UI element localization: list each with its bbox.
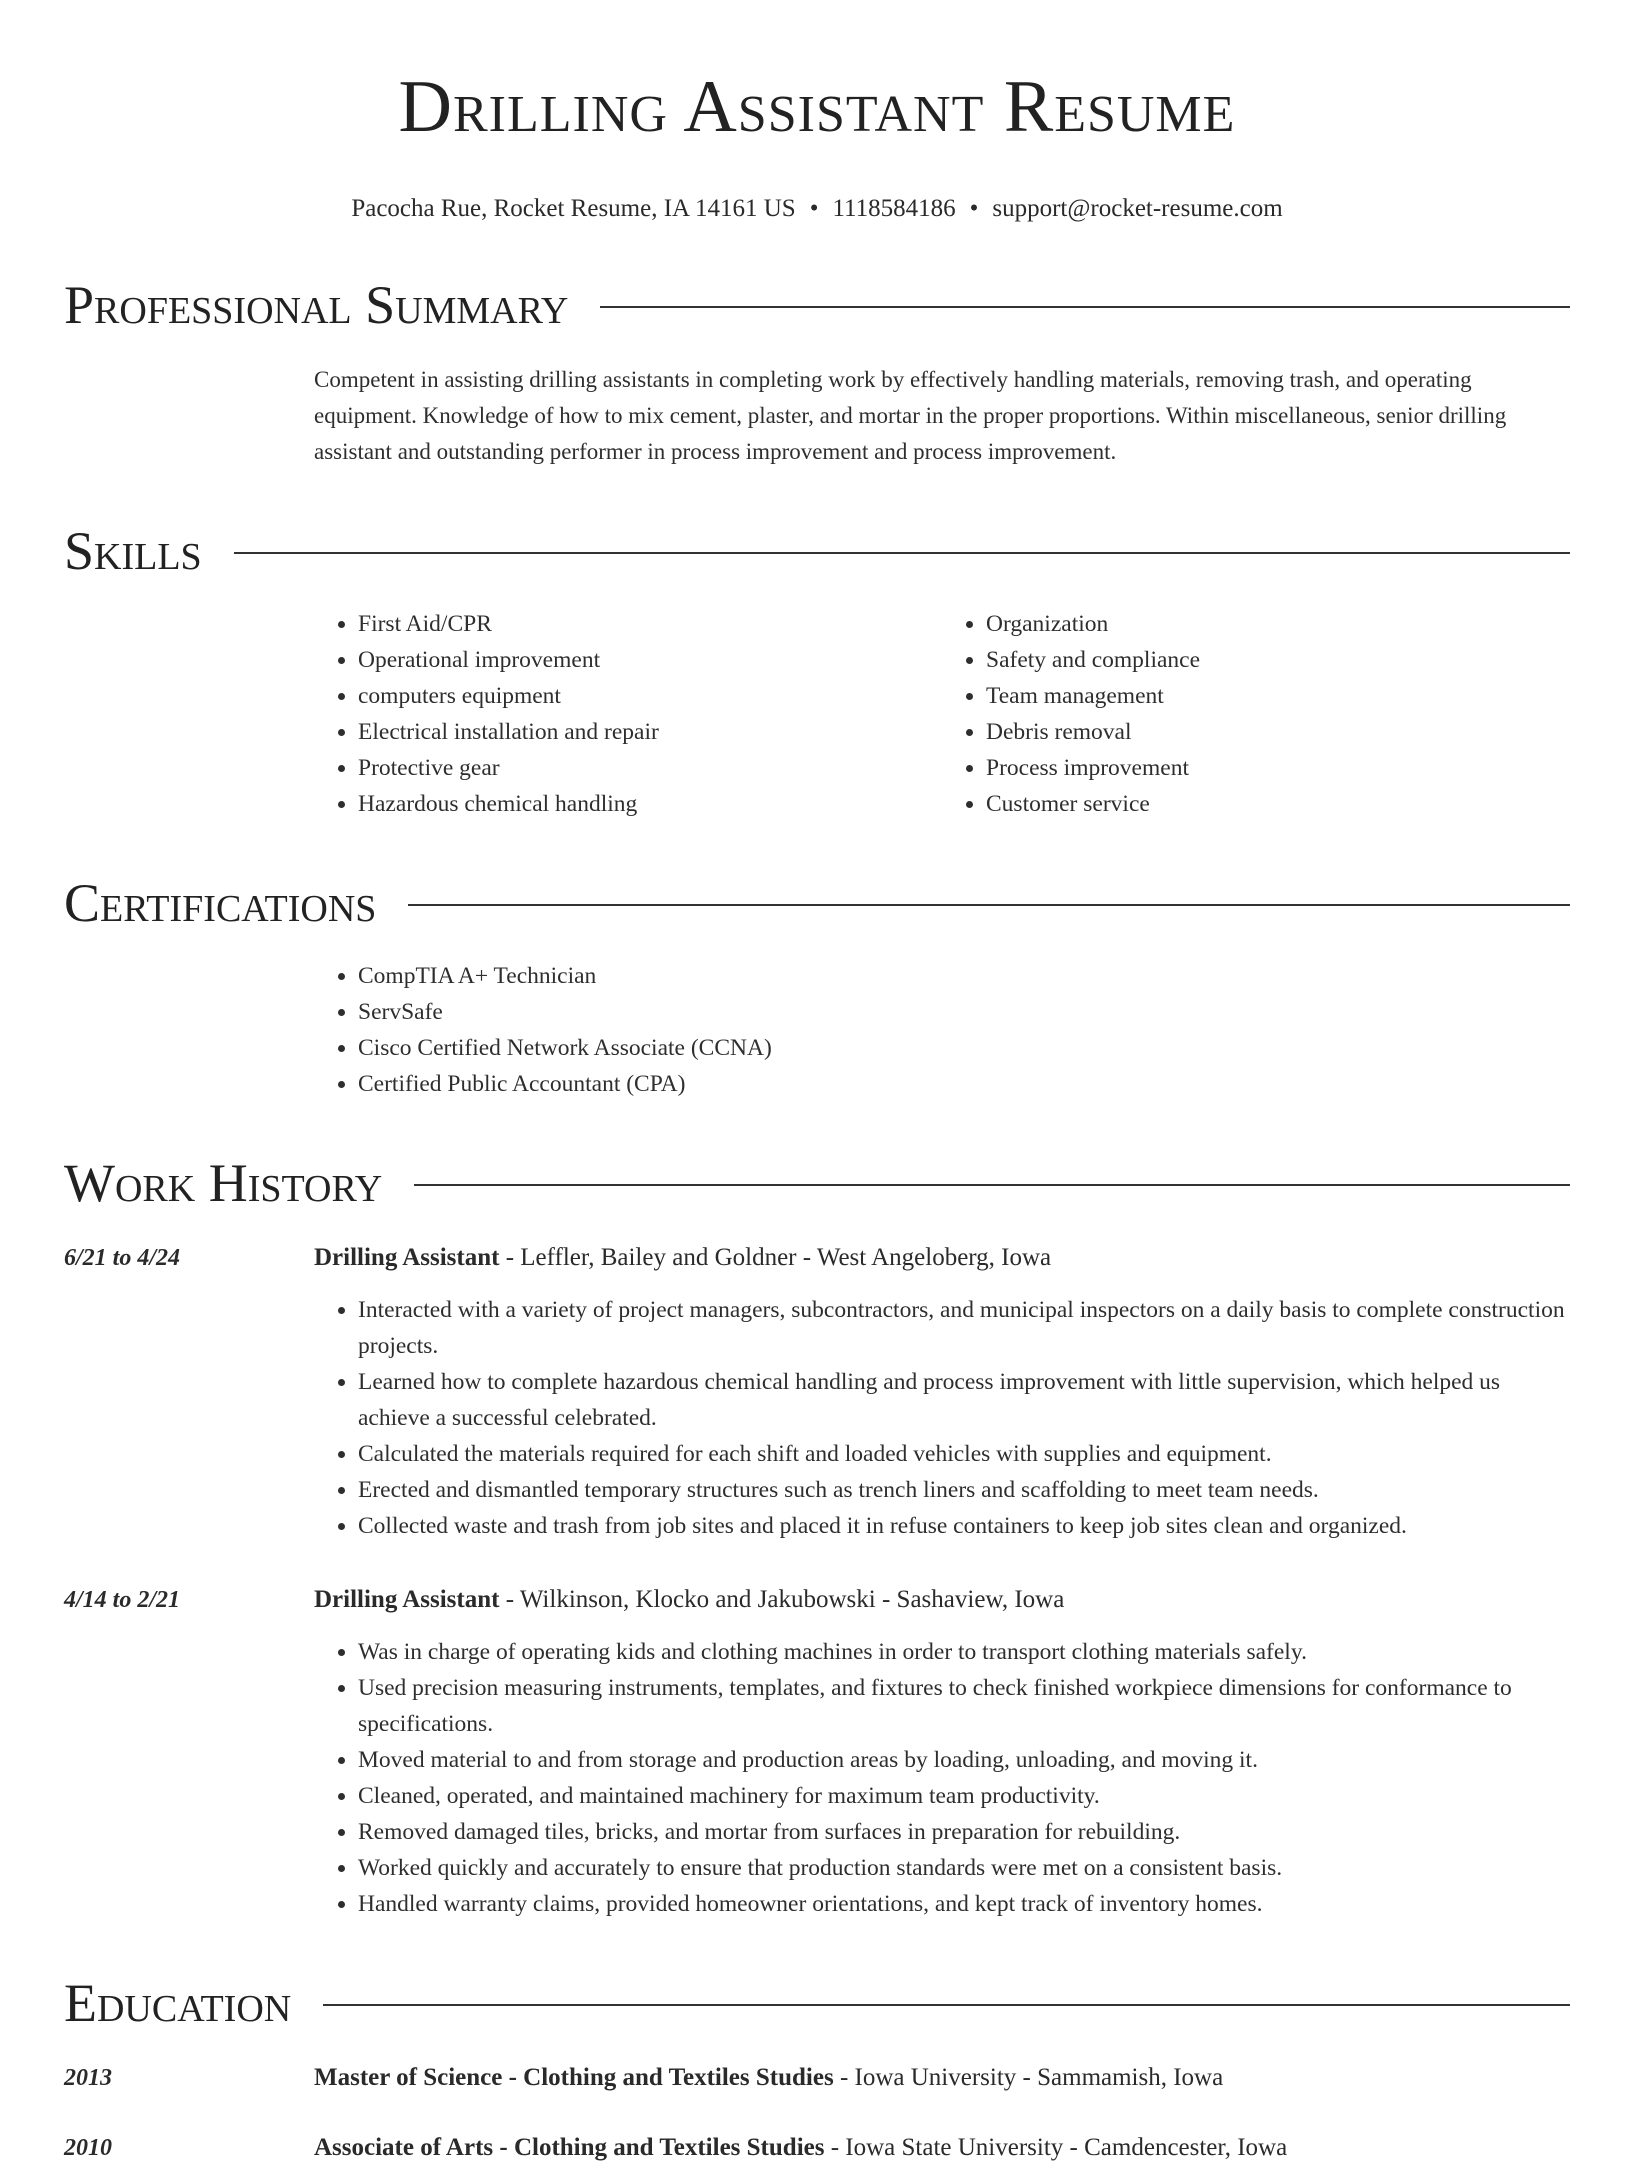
skill-item: • Process improvement: [986, 750, 1570, 786]
contact-phone: 1118584186: [832, 195, 956, 222]
skill-item: • Safety and compliance: [986, 642, 1570, 678]
education-school: - Iowa University - Sammamish, Iowa: [833, 2064, 1224, 2091]
job-bullet: • Learned how to complete hazardous chemical handling and process improvement with little supervision, which helped us achieve a successful celebrated.: [358, 1364, 1570, 1436]
resume-title: Drilling Assistant Resume: [398, 66, 1236, 148]
certifications-bullets: [314, 958, 1570, 1102]
job-dates: 4/14 to 2/21: [64, 1587, 181, 1613]
certifications-heading: Certifications: [64, 873, 377, 933]
work-history-section-header: [64, 1152, 1570, 1214]
summary-section-header: [64, 274, 1570, 336]
skills-list: [314, 606, 1570, 822]
contact-address: Pacocha Rue, Rocket Resume, IA 14161 US: [351, 195, 796, 222]
job-bullets: [314, 1292, 1570, 1544]
skill-item: • Organization: [986, 606, 1570, 642]
section-divider: [414, 1184, 1570, 1186]
job-employer: - Leffler, Bailey and Goldner - West Angeloberg, Iowa: [499, 1244, 1052, 1271]
job-entry: [64, 1240, 1570, 1544]
skills-heading: Skills: [64, 521, 202, 581]
education-year: 2013: [64, 2065, 112, 2091]
job-bullet: • Moved material to and from storage and production areas by loading, unloading, and moving it.: [358, 1742, 1570, 1778]
job-bullet: • Worked quickly and accurately to ensure that production standards were met on a consistent basis.: [358, 1850, 1570, 1886]
job-bullet: • Erected and dismantled temporary structures such as trench liners and scaffolding to meet team needs.: [358, 1472, 1570, 1508]
job-title-line: [314, 1582, 1570, 1618]
job-bullet: • Cleaned, operated, and maintained machinery for maximum team productivity.: [358, 1778, 1570, 1814]
work-history-heading: Work History: [64, 1153, 383, 1213]
summary-heading: Professional Summary: [64, 275, 569, 335]
skill-item: • Operational improvement: [358, 642, 942, 678]
job-bullets: [314, 1634, 1570, 1922]
job-bullet: • Handled warranty claims, provided homeowner orientations, and kept track of inventory homes.: [358, 1886, 1570, 1922]
skills-column-right: [942, 606, 1570, 822]
certification-item: • Certified Public Accountant (CPA): [358, 1066, 1570, 1102]
contact-separator: •: [809, 195, 819, 222]
skill-item: • Protective gear: [358, 750, 942, 786]
job-title: Drilling Assistant: [314, 1586, 500, 1613]
certifications-list: [314, 958, 1570, 1102]
skill-item: • computers equipment: [358, 678, 942, 714]
education-details: [314, 2130, 1287, 2166]
skill-item: • Debris removal: [986, 714, 1570, 750]
job-title: Drilling Assistant: [314, 1244, 500, 1271]
job-details: [314, 1240, 1570, 1544]
job-details: [314, 1582, 1570, 1922]
skill-item: • Customer service: [986, 786, 1570, 822]
skill-item: • Team management: [986, 678, 1570, 714]
skill-item: • First Aid/CPR: [358, 606, 942, 642]
education-section-header: [64, 1972, 1570, 2034]
skill-item: • Hazardous chemical handling: [358, 786, 942, 822]
education-school: - Iowa State University - Camdencester, Iowa: [824, 2134, 1288, 2161]
section-divider: [408, 904, 1570, 906]
contact-line: [64, 194, 1570, 224]
section-divider: [323, 2004, 1570, 2006]
job-bullet: • Interacted with a variety of project managers, subcontractors, and municipal inspectors on a daily basis to complete construction projects.: [358, 1292, 1570, 1364]
contact-email: support@rocket-resume.com: [992, 195, 1283, 222]
contact-separator: •: [969, 195, 979, 222]
section-divider: [600, 306, 1570, 308]
certification-item: • Cisco Certified Network Associate (CCNA): [358, 1030, 1570, 1066]
job-bullet: • Removed damaged tiles, bricks, and mortar from surfaces in preparation for rebuilding.: [358, 1814, 1570, 1850]
job-bullet: • Was in charge of operating kids and clothing machines in order to transport clothing materials safely.: [358, 1634, 1570, 1670]
job-title-line: [314, 1240, 1570, 1276]
job-employer: - Wilkinson, Klocko and Jakubowski - Sashaview, Iowa: [499, 1586, 1065, 1613]
skills-column-left: [314, 606, 942, 822]
certification-item: • CompTIA A+ Technician: [358, 958, 1570, 994]
education-entry: [64, 2060, 1570, 2096]
education-entry: [64, 2130, 1570, 2166]
job-dates: 6/21 to 4/24: [64, 1245, 181, 1271]
section-divider: [234, 552, 1570, 554]
certification-item: • ServSafe: [358, 994, 1570, 1030]
certifications-section-header: [64, 872, 1570, 934]
education-heading: Education: [64, 1973, 292, 2033]
education-degree: Master of Science - Clothing and Textiles Studies: [314, 2064, 834, 2091]
job-bullet: • Calculated the materials required for each shift and loaded vehicles with supplies and equipment.: [358, 1436, 1570, 1472]
skills-section-header: [64, 520, 1570, 582]
education-year: 2010: [64, 2135, 112, 2161]
summary-text: Competent in assisting drilling assistants in completing work by effectively handling materials, removing trash, and operating equipment. Knowledge of how to mix cement, plaster, and mortar in the proper proportions. Within miscellaneous, senior drilling assistant and outstanding performer in process improvement and process improvement.: [314, 367, 1507, 464]
job-bullet: • Collected waste and trash from job sites and placed it in refuse containers to keep job sites clean and organized.: [358, 1508, 1570, 1544]
education-degree: Associate of Arts - Clothing and Textiles Studies: [314, 2134, 825, 2161]
job-entry: [64, 1582, 1570, 1922]
skill-item: • Electrical installation and repair: [358, 714, 942, 750]
education-details: [314, 2060, 1223, 2096]
job-bullet: • Used precision measuring instruments, templates, and fixtures to check finished workpiece dimensions for conformance to specifications.: [358, 1670, 1570, 1742]
